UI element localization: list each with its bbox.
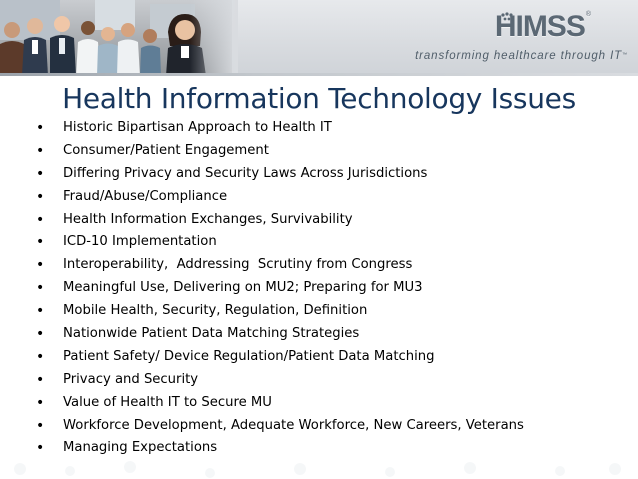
bullet-icon: • — [36, 211, 45, 228]
bullet-icon: • — [36, 142, 45, 159]
bullet-item — [0, 323, 638, 346]
bullet-icon: • — [36, 371, 45, 388]
bullet-icon: • — [36, 280, 45, 297]
bottom-watermark — [0, 449, 638, 479]
bullet-icon: • — [36, 348, 45, 365]
logo-tagline: transforming healthcare through IT™ — [415, 50, 628, 62]
bullet-item — [0, 117, 638, 140]
bullet-text: Meaningful Use, Delivering on MU2; Preparing for MU3 — [63, 280, 423, 296]
bullet-text: Patient Safety/ Device Regulation/Patient Data Matching — [63, 348, 435, 364]
bullet-item — [0, 415, 638, 438]
bullet-text: Workforce Development, Adequate Workforce, New Careers, Veterans — [63, 417, 524, 433]
logo-wordmark: HIMSS® — [494, 10, 590, 43]
bullet-item — [0, 186, 638, 209]
bullet-item — [0, 369, 638, 392]
bullet-icon: • — [36, 188, 45, 205]
bullet-icon: • — [36, 234, 45, 251]
header-banner — [0, 0, 638, 76]
bullet-text: Value of Health IT to Secure MU — [63, 394, 272, 410]
bullet-text: Interoperability, Addressing Scrutiny from Congress — [63, 257, 413, 273]
bullet-item — [0, 163, 638, 186]
bullet-list — [0, 117, 638, 460]
bullet-icon: • — [36, 417, 45, 434]
bullet-icon: • — [36, 440, 45, 457]
bullet-icon: • — [36, 326, 45, 343]
bullet-icon: • — [36, 120, 45, 136]
bullet-item — [0, 346, 638, 369]
bullet-icon: • — [36, 257, 45, 274]
bullet-text: Historic Bipartisan Approach to Health IT — [63, 120, 332, 135]
bullet-icon: • — [36, 303, 45, 320]
bullet-text: Privacy and Security — [63, 371, 199, 387]
bullet-text: Health Information Exchanges, Survivability — [63, 211, 353, 227]
bullet-item — [0, 392, 638, 415]
bullet-item — [0, 231, 638, 254]
bullet-item — [0, 300, 638, 323]
bullet-text: Nationwide Patient Data Matching Strategies — [63, 326, 360, 342]
slide-title: Health Information Technology Issues — [62, 82, 576, 115]
bullet-item — [0, 277, 638, 300]
bullet-text: Consumer/Patient Engagement — [63, 142, 269, 158]
bullet-text: ICD-10 Implementation — [63, 234, 217, 250]
himss-logo — [415, 8, 632, 68]
bullet-icon: • — [36, 394, 45, 411]
bullet-icon: • — [36, 165, 45, 182]
photo-fade — [190, 0, 238, 76]
bullet-text: Differing Privacy and Security Laws Across Jurisdictions — [63, 165, 428, 181]
bullet-text: Fraud/Abuse/Compliance — [63, 188, 228, 204]
bullet-item — [0, 140, 638, 163]
bullet-item — [0, 209, 638, 232]
bullet-text: Mobile Health, Security, Regulation, Definition — [63, 303, 368, 319]
bullet-item — [0, 254, 638, 277]
bullet-text: Managing Expectations — [63, 440, 218, 456]
